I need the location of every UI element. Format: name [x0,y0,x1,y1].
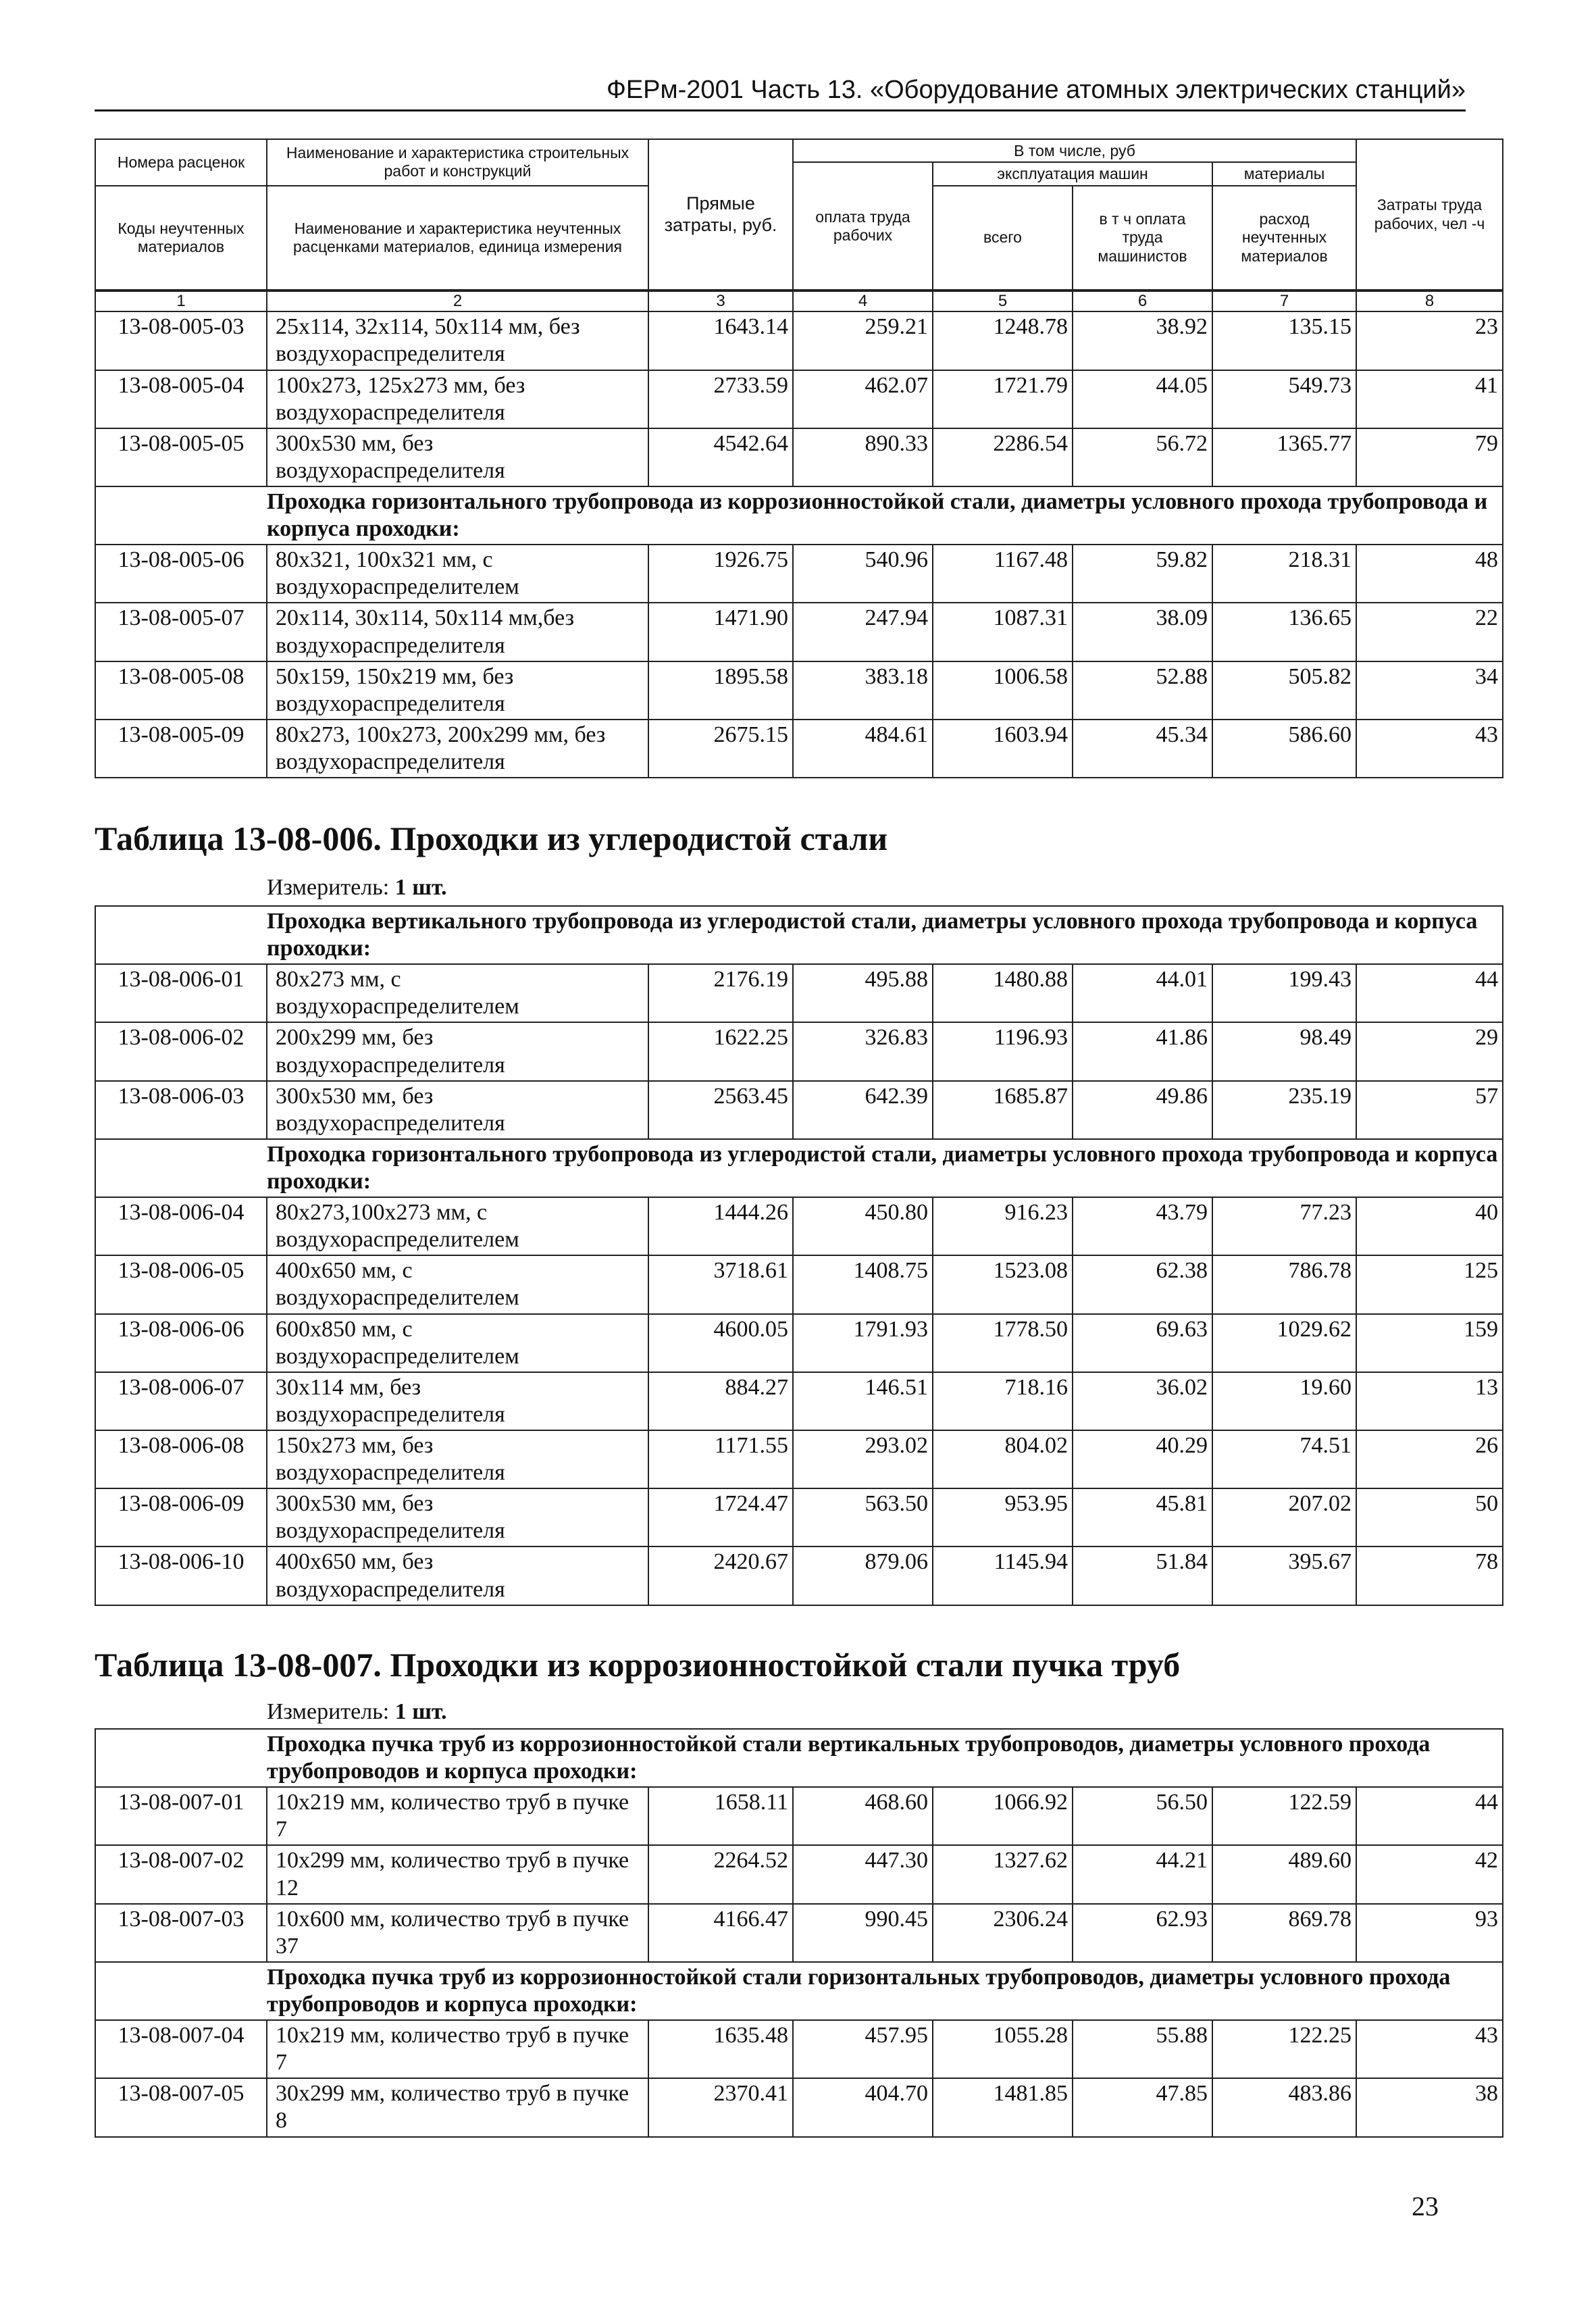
row-labor-cost: 450.80 [793,1197,933,1255]
table-row [95,1255,1503,1313]
row-labor-hours: 40 [1356,1197,1503,1255]
row-labor-cost: 468.60 [793,1787,933,1845]
section-heading: Проходка пучка труб из коррозионностойкой стали вертикальных трубопроводов, диаметры условного прохода трубопроводов и корпуса проходки: [267,1729,1503,1787]
row-code: 13-08-006-10 [95,1546,267,1605]
row-materials-cost: 218.31 [1212,545,1356,603]
col-number: 1 [95,291,267,311]
col-header-name-top: Наименование и характеристика строительных работ и конструкций [267,139,648,186]
row-machinists-cost: 51.84 [1073,1546,1212,1605]
row-machinists-cost: 69.63 [1073,1314,1212,1372]
row-machinists-cost: 62.38 [1073,1255,1212,1313]
row-machines-cost: 804.02 [933,1430,1073,1488]
row-labor-hours: 50 [1356,1488,1503,1546]
row-direct-cost: 2733.59 [648,370,793,428]
row-machines-cost: 1167.48 [933,545,1073,603]
row-description: 10x219 мм, количество труб в пучке 7 [267,2020,648,2078]
row-machines-cost: 1006.58 [933,661,1073,720]
row-labor-cost: 1408.75 [793,1255,933,1313]
row-machinists-cost: 43.79 [1073,1197,1212,1255]
row-materials-cost: 505.82 [1212,661,1356,720]
row-materials-cost: 483.86 [1212,2078,1356,2136]
row-machines-cost: 1480.88 [933,964,1073,1022]
table-row [95,1430,1503,1488]
col-header-machines: всего [933,186,1073,290]
row-direct-cost: 1471.90 [648,603,793,661]
row-machines-cost: 1248.78 [933,311,1073,370]
row-description: 30x114 мм, без воздухораспределителя [267,1372,648,1430]
table-row [95,603,1503,661]
col-header-direct: Прямые затраты, руб. [648,139,793,290]
row-labor-hours: 26 [1356,1430,1503,1488]
row-code: 13-08-005-06 [95,545,267,603]
table-row [95,1197,1503,1255]
table-row [95,1081,1503,1139]
row-materials-cost: 135.15 [1212,311,1356,370]
row-materials-cost: 77.23 [1212,1197,1356,1255]
row-materials-cost: 207.02 [1212,1488,1356,1546]
col-header-machinists: в т ч оплата труда машинистов [1073,186,1212,290]
row-machines-cost: 1481.85 [933,2078,1073,2136]
row-labor-hours: 29 [1356,1022,1503,1080]
row-machinists-cost: 56.72 [1073,428,1212,486]
row-machines-cost: 916.23 [933,1197,1073,1255]
row-description: 50x159, 150x219 мм, без воздухораспределителя [267,661,648,720]
row-machines-cost: 1778.50 [933,1314,1073,1372]
row-labor-hours: 23 [1356,311,1503,370]
col-header-group: В том числе, руб [793,139,1356,162]
section-heading: Проходка горизонтального трубопровода из коррозионностойкой стали, диаметры условного прохода трубопровода и корпуса проходки: [267,486,1503,545]
row-code: 13-08-007-05 [95,2078,267,2136]
row-code: 13-08-006-08 [95,1430,267,1488]
row-labor-hours: 48 [1356,545,1503,603]
table-row [95,1372,1503,1430]
row-machinists-cost: 41.86 [1073,1022,1212,1080]
row-description: 200x299 мм, без воздухораспределителя [267,1022,648,1080]
row-machinists-cost: 59.82 [1073,545,1212,603]
row-code: 13-08-006-05 [95,1255,267,1313]
row-direct-cost: 1171.55 [648,1430,793,1488]
row-materials-cost: 549.73 [1212,370,1356,428]
row-labor-cost: 457.95 [793,2020,933,2078]
row-labor-hours: 44 [1356,1787,1503,1845]
row-description: 80x273,100x273 мм, с воздухораспределителем [267,1197,648,1255]
col-number: 5 [933,291,1073,311]
row-machines-cost: 1685.87 [933,1081,1073,1139]
row-code: 13-08-006-02 [95,1022,267,1080]
row-description: 300x530 мм, без воздухораспределителя [267,428,648,486]
row-machinists-cost: 55.88 [1073,2020,1212,2078]
row-direct-cost: 2675.15 [648,720,793,778]
row-machinists-cost: 45.81 [1073,1488,1212,1546]
table-005-continuation [95,291,1503,778]
row-direct-cost: 2264.52 [648,1845,793,1903]
row-code: 13-08-007-01 [95,1787,267,1845]
row-direct-cost: 2563.45 [648,1081,793,1139]
row-description: 100x273, 125x273 мм, без воздухораспределителя [267,370,648,428]
row-description: 10x219 мм, количество труб в пучке 7 [267,1787,648,1845]
col-header-codes-bottom: Коды неучтенных материалов [95,186,267,290]
meter-value: 1 шт. [394,1699,447,1724]
table-row [95,545,1503,603]
row-materials-cost: 235.19 [1212,1081,1356,1139]
table-row [95,2020,1503,2078]
row-machinists-cost: 45.34 [1073,720,1212,778]
row-materials-cost: 586.60 [1212,720,1356,778]
row-labor-cost: 495.88 [793,964,933,1022]
row-machinists-cost: 62.93 [1073,1904,1212,1962]
col-header-materials-group: материалы [1212,162,1356,185]
header-rule [95,109,1466,111]
row-labor-hours: 93 [1356,1904,1503,1962]
table-row [95,661,1503,720]
row-materials-cost: 786.78 [1212,1255,1356,1313]
row-machines-cost: 1066.92 [933,1787,1073,1845]
row-labor-hours: 79 [1356,428,1503,486]
col-number: 2 [267,291,648,311]
row-description: 150x273 мм, без воздухораспределителя [267,1430,648,1488]
table-row [95,370,1503,428]
row-code: 13-08-007-02 [95,1845,267,1903]
row-direct-cost: 2420.67 [648,1546,793,1605]
row-machines-cost: 1327.62 [933,1845,1073,1903]
row-description: 20x114, 30x114, 50x114 мм,без воздухораспределителя [267,603,648,661]
table-row [95,428,1503,486]
row-code: 13-08-005-08 [95,661,267,720]
table-row [95,1314,1503,1372]
row-direct-cost: 1926.75 [648,545,793,603]
row-machinists-cost: 38.09 [1073,603,1212,661]
row-machines-cost: 1087.31 [933,603,1073,661]
row-machinists-cost: 40.29 [1073,1430,1212,1488]
table-row [95,1488,1503,1546]
row-labor-hours: 43 [1356,2020,1503,2078]
row-description: 400x650 мм, без воздухораспределителя [267,1546,648,1605]
row-description: 400x650 мм, с воздухораспределителем [267,1255,648,1313]
table-row [95,964,1503,1022]
row-machines-cost: 2306.24 [933,1904,1073,1962]
row-labor-hours: 78 [1356,1546,1503,1605]
row-code: 13-08-006-04 [95,1197,267,1255]
row-direct-cost: 2176.19 [648,964,793,1022]
row-labor-cost: 990.45 [793,1904,933,1962]
col-number: 3 [648,291,793,311]
meter-label: Измеритель: [267,1699,390,1724]
table-row [95,1904,1503,1962]
row-labor-hours: 125 [1356,1255,1503,1313]
row-materials-cost: 489.60 [1212,1845,1356,1903]
row-description: 10x299 мм, количество труб в пучке 12 [267,1845,648,1903]
row-materials-cost: 122.59 [1212,1787,1356,1845]
row-materials-cost: 136.65 [1212,603,1356,661]
row-direct-cost: 1724.47 [648,1488,793,1546]
row-machinists-cost: 44.01 [1073,964,1212,1022]
row-machinists-cost: 49.86 [1073,1081,1212,1139]
row-direct-cost: 2370.41 [648,2078,793,2136]
row-labor-cost: 540.96 [793,545,933,603]
row-direct-cost: 1643.14 [648,311,793,370]
row-labor-cost: 879.06 [793,1546,933,1605]
row-labor-hours: 22 [1356,603,1503,661]
col-header-labor: оплата труда рабочих [793,162,933,290]
row-description: 300x530 мм, без воздухораспределителя [267,1488,648,1546]
col-number: 7 [1212,291,1356,311]
row-labor-cost: 462.07 [793,370,933,428]
row-machines-cost: 1196.93 [933,1022,1073,1080]
row-materials-cost: 199.43 [1212,964,1356,1022]
row-materials-cost: 1029.62 [1212,1314,1356,1372]
row-description: 300x530 мм, без воздухораспределителя [267,1081,648,1139]
meter-label: Измеритель: [267,875,390,900]
row-labor-hours: 34 [1356,661,1503,720]
col-header-codes-top: Номера расценок [95,139,267,186]
row-code: 13-08-007-04 [95,2020,267,2078]
row-description: 25x114, 32x114, 50x114 мм, без воздухораспределителя [267,311,648,370]
row-labor-hours: 159 [1356,1314,1503,1372]
row-machines-cost: 1721.79 [933,370,1073,428]
row-labor-hours: 38 [1356,2078,1503,2136]
row-machinists-cost: 44.05 [1073,370,1212,428]
row-description: 30x299 мм, количество труб в пучке 8 [267,2078,648,2136]
row-direct-cost: 3718.61 [648,1255,793,1313]
row-labor-cost: 1791.93 [793,1314,933,1372]
row-direct-cost: 1444.26 [648,1197,793,1255]
row-labor-cost: 247.94 [793,603,933,661]
row-materials-cost: 19.60 [1212,1372,1356,1430]
row-description: 10x600 мм, количество труб в пучке 37 [267,1904,648,1962]
row-machinists-cost: 36.02 [1073,1372,1212,1430]
row-labor-cost: 642.39 [793,1081,933,1139]
row-labor-cost: 404.70 [793,2078,933,2136]
row-direct-cost: 4166.47 [648,1904,793,1962]
row-machines-cost: 1145.94 [933,1546,1073,1605]
row-code: 13-08-005-04 [95,370,267,428]
row-materials-cost: 98.49 [1212,1022,1356,1080]
table-006-title: Таблица 13-08-006. Проходки из углеродистой стали [95,820,888,857]
table-row [95,1546,1503,1605]
col-header-name-bottom: Наименование и характеристика неучтенных расценками материалов, единица измерения [267,186,648,290]
table-row [95,1022,1503,1080]
row-machines-cost: 953.95 [933,1488,1073,1546]
row-machinists-cost: 56.50 [1073,1787,1212,1845]
row-machines-cost: 1603.94 [933,720,1073,778]
row-labor-cost: 326.83 [793,1022,933,1080]
row-code: 13-08-006-06 [95,1314,267,1372]
row-code: 13-08-005-05 [95,428,267,486]
table-row [95,2078,1503,2136]
row-machines-cost: 2286.54 [933,428,1073,486]
row-code: 13-08-006-01 [95,964,267,1022]
table-006-meter [267,875,447,901]
row-labor-cost: 563.50 [793,1488,933,1546]
row-materials-cost: 74.51 [1212,1430,1356,1488]
row-direct-cost: 1895.58 [648,661,793,720]
column-header-table [95,139,1503,291]
row-machines-cost: 718.16 [933,1372,1073,1430]
meter-value: 1 шт. [394,875,447,900]
row-labor-cost: 146.51 [793,1372,933,1430]
row-direct-cost: 4600.05 [648,1314,793,1372]
table-007-meter [267,1699,447,1725]
row-code: 13-08-005-09 [95,720,267,778]
row-labor-cost: 383.18 [793,661,933,720]
row-machinists-cost: 38.92 [1073,311,1212,370]
row-machines-cost: 1523.08 [933,1255,1073,1313]
table-row [95,311,1503,370]
row-direct-cost: 4542.64 [648,428,793,486]
row-machinists-cost: 47.85 [1073,2078,1212,2136]
row-labor-cost: 259.21 [793,311,933,370]
row-labor-cost: 484.61 [793,720,933,778]
row-labor-hours: 44 [1356,964,1503,1022]
table-row [95,1787,1503,1845]
row-machines-cost: 1055.28 [933,2020,1073,2078]
row-direct-cost: 1635.48 [648,2020,793,2078]
row-description: 600x850 мм, с воздухораспределителем [267,1314,648,1372]
row-labor-hours: 13 [1356,1372,1503,1430]
table-row [95,720,1503,778]
col-header-labor-hours: Затраты труда рабочих, чел -ч [1356,139,1503,290]
col-header-exploit: эксплуатация машин [933,162,1212,185]
section-heading: Проходка вертикального трубопровода из углеродистой стали, диаметры условного прохода трубопровода и корпуса проходки: [267,906,1503,964]
row-labor-hours: 43 [1356,720,1503,778]
table-007 [95,1728,1503,2138]
row-code: 13-08-006-09 [95,1488,267,1546]
row-labor-hours: 57 [1356,1081,1503,1139]
col-header-materials: расход неучтенных материалов [1212,186,1356,290]
col-number: 6 [1073,291,1212,311]
row-direct-cost: 1658.11 [648,1787,793,1845]
section-heading: Проходка горизонтального трубопровода из углеродистой стали, диаметры условного прохода трубопровода и корпуса проходки: [267,1139,1503,1197]
row-labor-cost: 293.02 [793,1430,933,1488]
row-machinists-cost: 52.88 [1073,661,1212,720]
row-code: 13-08-005-03 [95,311,267,370]
row-code: 13-08-006-07 [95,1372,267,1430]
row-description: 80x321, 100x321 мм, с воздухораспределителем [267,545,648,603]
row-materials-cost: 122.25 [1212,2020,1356,2078]
row-direct-cost: 1622.25 [648,1022,793,1080]
row-labor-hours: 41 [1356,370,1503,428]
row-description: 80x273, 100x273, 200x299 мм, без воздухораспределителя [267,720,648,778]
page-number: 23 [1412,2191,1439,2221]
row-code: 13-08-006-03 [95,1081,267,1139]
row-materials-cost: 395.67 [1212,1546,1356,1605]
row-materials-cost: 1365.77 [1212,428,1356,486]
row-machinists-cost: 44.21 [1073,1845,1212,1903]
row-labor-cost: 890.33 [793,428,933,486]
table-row [95,1845,1503,1903]
table-006 [95,905,1503,1606]
row-description: 80x273 мм, с воздухораспределителем [267,964,648,1022]
row-code: 13-08-007-03 [95,1904,267,1962]
col-number: 4 [793,291,933,311]
row-materials-cost: 869.78 [1212,1904,1356,1962]
page-header-title: ФЕРм-2001 Часть 13. «Оборудование атомных электрических станций» [606,76,1466,104]
col-number: 8 [1356,291,1503,311]
table-007-title: Таблица 13-08-007. Проходки из коррозионностойкой стали пучка труб [95,1646,1181,1684]
row-labor-cost: 447.30 [793,1845,933,1903]
row-code: 13-08-005-07 [95,603,267,661]
row-direct-cost: 884.27 [648,1372,793,1430]
row-labor-hours: 42 [1356,1845,1503,1903]
section-heading: Проходка пучка труб из коррозионностойкой стали горизонтальных трубопроводов, диаметры условного прохода трубопроводов и корпуса проходки: [267,1962,1503,2020]
